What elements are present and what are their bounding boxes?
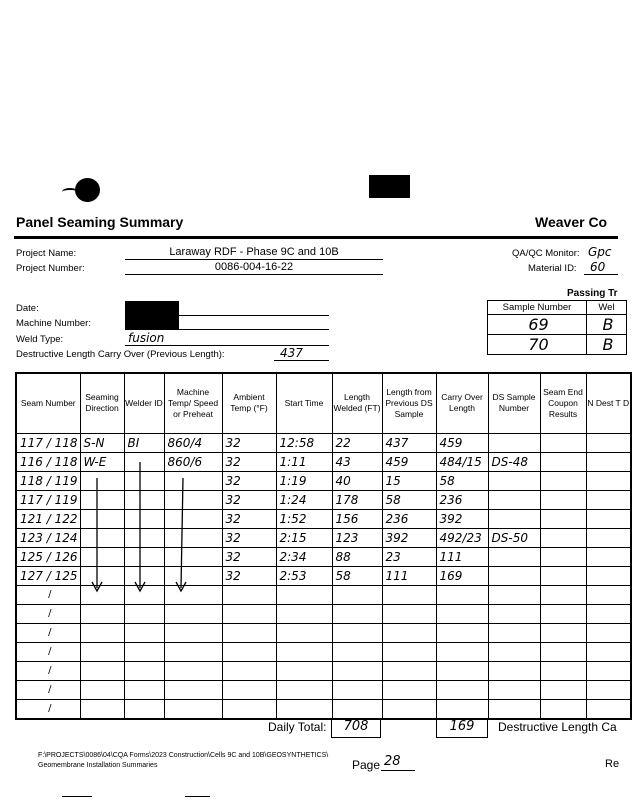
table-cell (164, 661, 222, 680)
passing-col-sample: Sample Number (488, 301, 587, 315)
page-label: Page (352, 758, 381, 772)
table-cell (80, 661, 124, 680)
table-cell (488, 433, 540, 452)
table-cell (586, 585, 631, 604)
table-cell: W-E (80, 452, 124, 471)
table-cell (540, 661, 586, 680)
table-cell (80, 699, 124, 719)
table-row (16, 661, 631, 680)
header-ambient-temp-f: Ambient Temp (°F) (222, 373, 276, 433)
table-cell: 484/15 (436, 452, 488, 471)
table-cell (80, 604, 124, 623)
table-cell: DS-48 (488, 452, 540, 471)
table-cell (222, 604, 276, 623)
table-cell: 860/6 (164, 452, 222, 471)
carry-over-line (274, 360, 329, 361)
table-cell (164, 566, 222, 585)
table-cell: 111 (382, 566, 436, 585)
table-cell: 123 (332, 528, 382, 547)
table-cell (164, 528, 222, 547)
table-cell (124, 661, 164, 680)
daily-total-value: 708 (331, 718, 381, 738)
table-cell: 23 (382, 547, 436, 566)
table-cell (540, 623, 586, 642)
company-name: Weaver Co (535, 214, 608, 230)
table-cell (488, 490, 540, 509)
material-label: Material ID: (528, 263, 577, 274)
passing-table (487, 300, 627, 355)
table-cell (586, 642, 631, 661)
table-cell: 32 (222, 547, 276, 566)
table-cell (586, 490, 631, 509)
table-cell (586, 699, 631, 719)
table-cell: 1:19 (276, 471, 332, 490)
table-cell (488, 604, 540, 623)
table-cell: 125 / 126 (16, 547, 80, 566)
table-cell (80, 566, 124, 585)
table-cell (222, 699, 276, 719)
table-cell: 88 (332, 547, 382, 566)
table-cell (586, 452, 631, 471)
table-cell: 121 / 122 (16, 509, 80, 528)
passing-sample-2: 70 (488, 335, 587, 355)
table-row (16, 509, 631, 528)
table-cell: 32 (222, 490, 276, 509)
project-name-label: Project Name: (16, 248, 77, 259)
page-line (381, 770, 415, 771)
qaqc-value: Gpc (588, 245, 612, 259)
table-row (16, 566, 631, 585)
machine-line (179, 329, 329, 330)
table-cell (124, 623, 164, 642)
table-cell: 32 (222, 528, 276, 547)
table-cell (540, 699, 586, 719)
scan-blob (75, 178, 100, 202)
header-length-from-previous-ds-sample: Length from Previous DS Sample (382, 373, 436, 433)
table-cell: 123 / 124 (16, 528, 80, 547)
table-cell (586, 528, 631, 547)
header-carry-over-length: Carry Over Length (436, 373, 488, 433)
table-cell: 236 (382, 509, 436, 528)
table-cell (124, 680, 164, 699)
table-cell (332, 604, 382, 623)
table-cell: 117 / 118 (16, 433, 80, 452)
table-cell (382, 642, 436, 661)
table-cell (540, 452, 586, 471)
passing-wel-1: B (587, 315, 627, 335)
table-cell (382, 623, 436, 642)
table-cell (586, 661, 631, 680)
header-length-welded-ft: Length Welded (FT) (332, 373, 382, 433)
table-cell (488, 680, 540, 699)
header-n-dest-t-d: N Dest T D (586, 373, 631, 433)
table-row (16, 452, 631, 471)
table-cell (276, 661, 332, 680)
table-cell: 2:34 (276, 547, 332, 566)
table-cell: 492/23 (436, 528, 488, 547)
table-cell (586, 680, 631, 699)
table-cell: 178 (332, 490, 382, 509)
daily-total-label: Daily Total: (268, 720, 327, 734)
table-cell: 392 (436, 509, 488, 528)
table-row (16, 699, 631, 719)
table-cell (222, 623, 276, 642)
header-seaming-direction: Seaming Direction (80, 373, 124, 433)
table-cell (540, 604, 586, 623)
table-cell (80, 547, 124, 566)
project-name-line (125, 259, 383, 260)
table-cell: 437 (382, 433, 436, 452)
footer-path-2: Geomembrane Installation Summaries (38, 762, 158, 769)
table-cell: 58 (436, 471, 488, 490)
table-cell (164, 585, 222, 604)
table-cell (164, 509, 222, 528)
table-cell: 32 (222, 509, 276, 528)
table-cell (540, 642, 586, 661)
table-cell (276, 623, 332, 642)
table-cell (488, 623, 540, 642)
table-row (16, 433, 631, 452)
bottom-mark-2 (185, 796, 210, 797)
table-cell (540, 585, 586, 604)
table-cell: / (16, 585, 80, 604)
project-number-value: 0086-004-16-22 (214, 261, 294, 273)
table-cell (222, 680, 276, 699)
table-cell (488, 509, 540, 528)
machine-label: Machine Number: (16, 318, 91, 329)
table-cell (80, 680, 124, 699)
table-cell: 58 (332, 566, 382, 585)
table-row (16, 642, 631, 661)
project-number-line (125, 274, 383, 275)
passing-wel-2: B (587, 335, 627, 355)
seam-table (15, 372, 632, 720)
redaction-date (125, 301, 179, 330)
table-cell (164, 490, 222, 509)
table-row (16, 585, 631, 604)
table-cell: 2:53 (276, 566, 332, 585)
table-cell: 40 (332, 471, 382, 490)
table-cell (436, 680, 488, 699)
table-cell (222, 661, 276, 680)
table-cell (586, 433, 631, 452)
bottom-mark-1 (62, 796, 92, 797)
table-cell: 32 (222, 433, 276, 452)
header-seam-end-coupon-results: Seam End Coupon Results (540, 373, 586, 433)
table-cell (124, 604, 164, 623)
scan-mark (62, 188, 78, 196)
table-cell (382, 585, 436, 604)
page-title: Panel Seaming Summary (16, 214, 184, 230)
table-cell: BI (124, 433, 164, 452)
table-cell (436, 642, 488, 661)
table-row (16, 471, 631, 490)
table-cell (124, 699, 164, 719)
table-cell (488, 642, 540, 661)
table-cell: / (16, 699, 80, 719)
table-cell (80, 585, 124, 604)
weld-type-label: Weld Type: (16, 334, 64, 345)
table-cell: 22 (332, 433, 382, 452)
table-cell (382, 699, 436, 719)
table-cell (488, 471, 540, 490)
table-cell (540, 433, 586, 452)
table-cell: 43 (332, 452, 382, 471)
table-cell (276, 680, 332, 699)
table-cell: 169 (436, 566, 488, 585)
material-line (584, 274, 618, 275)
table-cell (540, 547, 586, 566)
table-cell (436, 585, 488, 604)
table-cell (276, 642, 332, 661)
table-cell (382, 604, 436, 623)
table-cell: 127 / 125 (16, 566, 80, 585)
table-row (16, 604, 631, 623)
table-cell (222, 585, 276, 604)
carry-over-label: Destructive Length Carry Over (Previous Length): (16, 349, 225, 360)
qaqc-label: QA/QC Monitor: (512, 248, 580, 259)
material-value: 60 (590, 260, 606, 274)
table-row (16, 528, 631, 547)
table-cell (80, 471, 124, 490)
table-row (16, 680, 631, 699)
table-cell (332, 661, 382, 680)
project-number-label: Project Number: (16, 263, 85, 274)
table-cell (382, 680, 436, 699)
table-cell: 32 (222, 471, 276, 490)
table-cell (276, 604, 332, 623)
table-cell (80, 490, 124, 509)
passing-title: Passing Tr (567, 288, 618, 299)
table-cell (488, 585, 540, 604)
table-cell: / (16, 642, 80, 661)
table-cell (540, 528, 586, 547)
table-cell: / (16, 661, 80, 680)
destructive-length-label: Destructive Length Ca (498, 720, 617, 734)
table-cell: 156 (332, 509, 382, 528)
table-cell: 118 / 119 (16, 471, 80, 490)
table-cell (332, 585, 382, 604)
header-welder-id: Welder ID (124, 373, 164, 433)
header-ds-sample-number: DS Sample Number (488, 373, 540, 433)
table-cell (382, 661, 436, 680)
table-cell: 116 / 118 (16, 452, 80, 471)
table-cell: 1:24 (276, 490, 332, 509)
table-cell: 860/4 (164, 433, 222, 452)
table-cell (332, 699, 382, 719)
title-rule (14, 236, 618, 239)
table-cell: 15 (382, 471, 436, 490)
table-cell (540, 680, 586, 699)
table-cell: / (16, 623, 80, 642)
table-cell: 459 (436, 433, 488, 452)
table-cell (164, 642, 222, 661)
carry-total-value: 169 (436, 718, 488, 738)
table-cell (540, 566, 586, 585)
table-cell (586, 471, 631, 490)
table-row (16, 623, 631, 642)
table-cell: 1:11 (276, 452, 332, 471)
header-start-time: Start Time (276, 373, 332, 433)
table-cell: S-N (80, 433, 124, 452)
table-cell (222, 642, 276, 661)
table-cell (124, 642, 164, 661)
table-cell: 1:52 (276, 509, 332, 528)
table-cell (124, 471, 164, 490)
weld-type-value: fusion (128, 331, 165, 345)
table-cell: 32 (222, 566, 276, 585)
table-cell (436, 623, 488, 642)
table-row (16, 547, 631, 566)
table-cell: 117 / 119 (16, 490, 80, 509)
header-machine-temp-speed-or-preheat: Machine Temp/ Speed or Preheat (164, 373, 222, 433)
table-cell (436, 661, 488, 680)
table-cell: DS-50 (488, 528, 540, 547)
table-cell (80, 623, 124, 642)
table-cell (332, 642, 382, 661)
page-number: 28 (384, 754, 401, 769)
table-cell (80, 642, 124, 661)
passing-sample-1: 69 (488, 315, 587, 335)
table-cell (80, 509, 124, 528)
table-cell: 236 (436, 490, 488, 509)
table-cell: 111 (436, 547, 488, 566)
date-label: Date: (16, 303, 39, 314)
footer-right-text: Re (605, 758, 620, 770)
table-cell (586, 604, 631, 623)
table-cell (436, 604, 488, 623)
project-name-value: Laraway RDF - Phase 9C and 10B (169, 246, 339, 258)
table-cell: / (16, 604, 80, 623)
table-cell (540, 490, 586, 509)
table-cell (124, 509, 164, 528)
table-cell (164, 680, 222, 699)
table-cell (124, 490, 164, 509)
table-cell: 12:58 (276, 433, 332, 452)
table-cell (488, 547, 540, 566)
table-row (16, 490, 631, 509)
table-cell (80, 528, 124, 547)
header-seam-number: Seam Number (16, 373, 80, 433)
table-cell (540, 509, 586, 528)
table-cell (436, 699, 488, 719)
table-cell: 32 (222, 452, 276, 471)
table-cell (124, 566, 164, 585)
table-cell (586, 566, 631, 585)
table-cell (276, 699, 332, 719)
table-cell: 459 (382, 452, 436, 471)
table-cell (124, 452, 164, 471)
table-cell (586, 509, 631, 528)
table-cell (164, 471, 222, 490)
table-cell (488, 661, 540, 680)
table-cell (332, 680, 382, 699)
table-cell: 392 (382, 528, 436, 547)
date-line (179, 315, 329, 316)
redaction-top (369, 175, 410, 198)
table-cell (164, 604, 222, 623)
table-cell (164, 623, 222, 642)
table-cell: 58 (382, 490, 436, 509)
table-cell (586, 547, 631, 566)
table-cell (332, 623, 382, 642)
table-cell (586, 623, 631, 642)
table-cell (124, 547, 164, 566)
table-cell (124, 528, 164, 547)
table-cell (164, 699, 222, 719)
table-cell (276, 585, 332, 604)
passing-col-wel: Wel (587, 301, 627, 315)
carry-over-value: 437 (280, 346, 303, 360)
footer-path-1: F:\PROJECTS\0086\04\CQA Forms\2023 Construction\Cells 9C and 10B\GEOSYNTHETICS\ (38, 752, 329, 759)
table-cell: 2:15 (276, 528, 332, 547)
table-cell (488, 699, 540, 719)
table-cell: / (16, 680, 80, 699)
table-cell (164, 547, 222, 566)
table-cell (540, 471, 586, 490)
table-cell (124, 585, 164, 604)
table-cell (488, 566, 540, 585)
